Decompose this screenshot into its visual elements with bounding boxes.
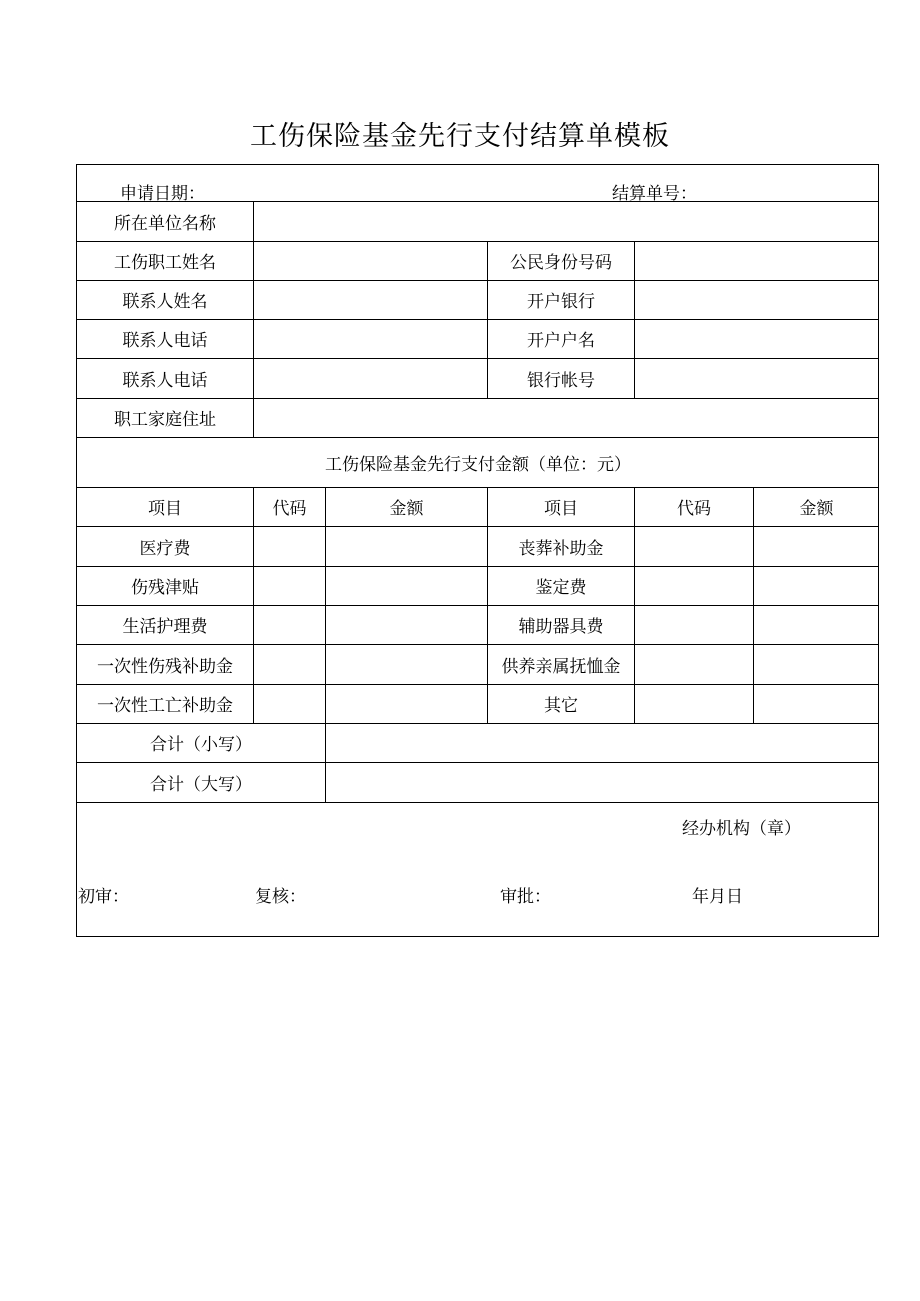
- worker-name-field[interactable]: [254, 241, 487, 280]
- column-header-code: 代码: [272, 499, 307, 519]
- total-small-label: 合计（小写）: [150, 735, 252, 755]
- approve-label: 审批：: [500, 887, 551, 907]
- account-name-label: 开户户名: [527, 331, 595, 351]
- worker-name-label: 工伤职工姓名: [114, 253, 216, 273]
- column-header-amount: 金额: [389, 499, 424, 519]
- contact-phone-field[interactable]: [254, 358, 487, 398]
- item-other: 其它: [544, 696, 578, 716]
- first-review-label: 初审：: [78, 887, 129, 907]
- column-header-amount: 金额: [799, 499, 834, 519]
- settlement-number-label: 结算单号：: [612, 184, 697, 204]
- contact-name-label: 联系人姓名: [122, 292, 208, 312]
- id-number-label: 公民身份号码: [510, 253, 612, 273]
- amount-section-title: 工伤保险基金先行支付金额（单位：元）: [325, 454, 631, 475]
- total-small-field[interactable]: [326, 723, 879, 762]
- contact-name-field[interactable]: [254, 280, 487, 319]
- item-assistive-device-fee: 辅助器具费: [518, 617, 604, 637]
- item-lump-sum-death: 一次性工亡补助金: [97, 696, 233, 716]
- bank-field[interactable]: [635, 280, 879, 319]
- item-disability-allowance: 伤残津贴: [131, 578, 199, 598]
- total-big-label: 合计（大写）: [150, 774, 252, 795]
- item-medical-fee: 医疗费: [139, 538, 191, 559]
- column-header-item: 项目: [544, 499, 578, 519]
- column-header-code: 代码: [677, 499, 711, 519]
- column-header-item: 项目: [148, 499, 182, 519]
- bank-account-label: 银行帐号: [527, 370, 595, 391]
- home-address-field[interactable]: [254, 398, 879, 437]
- item-lump-sum-disability: 一次性伤残补助金: [97, 656, 233, 677]
- contact-phone-field[interactable]: [254, 319, 487, 358]
- item-nursing-fee: 生活护理费: [122, 617, 208, 637]
- date-label: 年月日: [692, 887, 743, 907]
- home-address-label: 职工家庭住址: [114, 410, 216, 430]
- item-dependent-pension: 供养亲属抚恤金: [501, 656, 621, 677]
- item-appraisal-fee: 鉴定费: [535, 578, 587, 598]
- unit-name-field[interactable]: [254, 201, 879, 241]
- item-funeral-subsidy: 丧葬补助金: [518, 538, 604, 559]
- bank-account-field[interactable]: [635, 358, 879, 398]
- contact-phone-label: 联系人电话: [122, 370, 208, 391]
- row-divider: [77, 802, 879, 803]
- apply-date-label: 申请日期：: [120, 184, 205, 204]
- account-name-field[interactable]: [635, 319, 879, 358]
- id-number-field[interactable]: [635, 241, 879, 280]
- total-big-field[interactable]: [326, 762, 879, 802]
- recheck-label: 复核：: [255, 887, 306, 907]
- page-title: 工伤保险基金先行支付结算单模板: [250, 121, 670, 152]
- bank-label: 开户银行: [527, 292, 595, 312]
- agency-seal-label: 经办机构（章）: [682, 819, 801, 839]
- contact-phone-label: 联系人电话: [122, 331, 208, 351]
- unit-name-label: 所在单位名称: [114, 213, 216, 234]
